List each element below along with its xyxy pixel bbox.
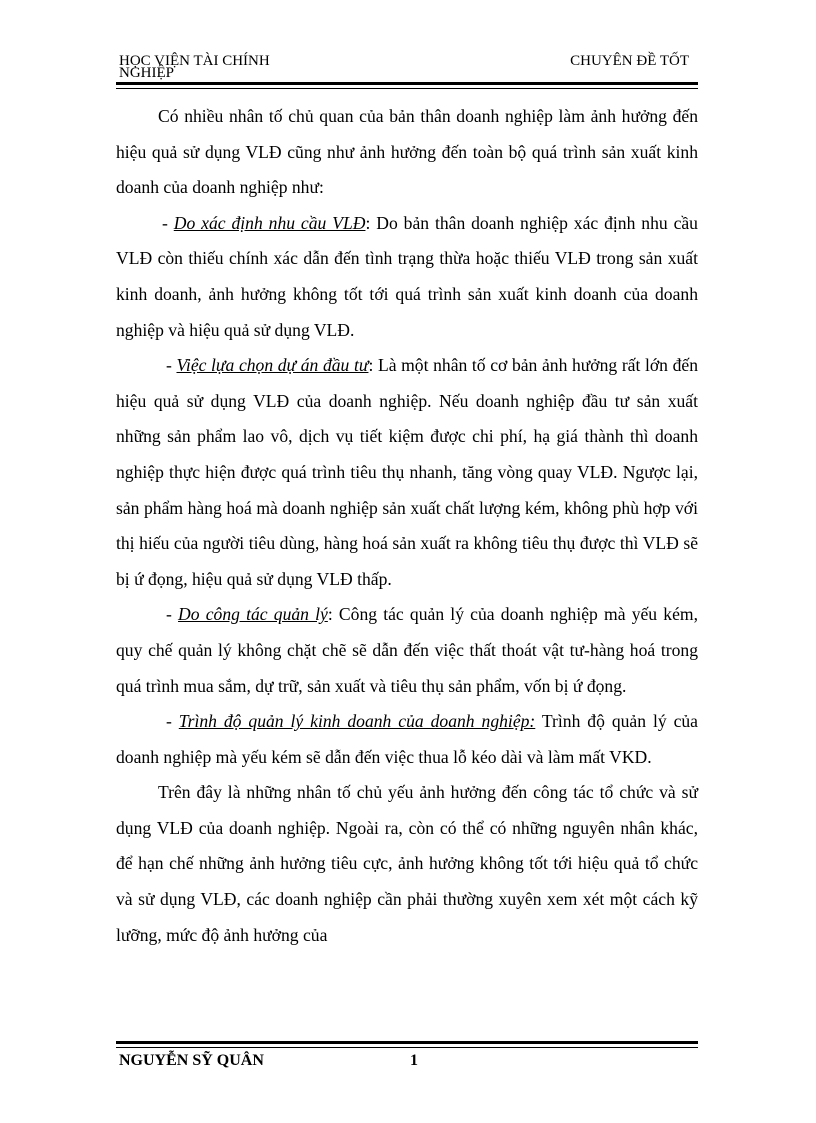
document-body bbox=[116, 99, 698, 953]
bullet-text: : Do bản thân doanh nghiệp xác định nhu cầu VLĐ còn thiếu chính xác dẫn đến tình trạng thừa hoặc thiếu VLĐ trong sản xuất kinh doanh, ảnh hưởng không tốt tới quá trình sản xuất kinh doanh của doanh nghiệp và hiệu quả sử dụng VLĐ. bbox=[116, 212, 698, 340]
bullet-dash: - bbox=[166, 355, 177, 376]
footer-rule bbox=[116, 1041, 698, 1048]
footer-author: NGUYỄN SỸ QUÂN bbox=[119, 1052, 264, 1069]
header-rule bbox=[116, 82, 698, 89]
bullet-demand bbox=[116, 206, 698, 348]
bullet-dash: - bbox=[166, 711, 179, 732]
bullet-text: : Công tác quản lý của doanh nghiệp mà yếu kém, quy chế quản lý không chặt chẽ sẽ dẫn đến việc thất thoát vật tư-hàng hoá trong quá trình mua sắm, dự trữ, sản xuất và tiêu thụ sản phẩm, vốn bị ứ đọng. bbox=[116, 604, 698, 696]
bullet-dash: - bbox=[166, 604, 179, 625]
bullet-term: Việc lựa chọn dự án đầu tư bbox=[176, 355, 369, 376]
bullet-investment bbox=[116, 348, 698, 597]
bullet-management bbox=[116, 597, 698, 704]
header-left bbox=[119, 52, 270, 81]
bullet-text: Trình độ quản lý của doanh nghiệp mà yếu kém sẽ dẫn đến việc thua lỗ kéo dài và làm mất VKD. bbox=[116, 711, 698, 767]
bullet-term: Do công tác quản lý bbox=[178, 604, 328, 625]
bullet-term: Trình độ quản lý kinh doanh của doanh nghiệp: bbox=[178, 711, 536, 732]
intro-paragraph: Có nhiều nhân tố chủ quan của bản thân doanh nghiệp làm ảnh hưởng đến hiệu quả sử dụng VLĐ cũng như ảnh hưởng đến toàn bộ quá trình sản xuất kinh doanh của doanh nghiệp như: bbox=[116, 106, 698, 198]
header-document-type: CHUYÊN ĐỀ TỐT bbox=[570, 53, 689, 69]
bullet-business-skill bbox=[116, 704, 698, 775]
bullet-dash: - bbox=[162, 212, 174, 233]
bullet-term: Do xác định nhu cầu VLĐ bbox=[173, 212, 366, 233]
header-institution: HỌC VIỆN TÀI CHÍNH bbox=[119, 53, 270, 69]
page-number: 1 bbox=[410, 1052, 418, 1069]
bullet-text: : Là một nhân tố cơ bản ảnh hưởng rất lớn đến hiệu quả sử dụng VLĐ của doanh nghiệp. Nếu doanh nghiệp đầu tư sản xuất những sản phẩm lao vô, dịch vụ tiết kiệm được chi phí, hạ giá thành thì doanh nghiệp thực hiện được quá trình tiêu thụ nhanh, tăng vòng quay VLĐ. Ngược lại, sản phẩm hàng hoá mà doanh nghiệp sản xuất chất lượng kém, không phù hợp với thị hiếu của người tiêu dùng, hàng hoá sản xuất ra không tiêu thụ được thì VLĐ sẽ bị ứ đọng, hiệu quả sử dụng VLĐ thấp. bbox=[116, 355, 698, 589]
header-institution-overflow: NGHIỆP bbox=[119, 65, 174, 81]
closing-paragraph: Trên đây là những nhân tố chủ yếu ảnh hưởng đến công tác tổ chức và sử dụng VLĐ của doanh nghiệp. Ngoài ra, còn có thể có những nguyên nhân khác, để hạn chế những ảnh hưởng tiêu cực, ảnh hưởng không tốt tới hiệu quả tổ chức và sử dụng VLĐ, các doanh nghiệp cần phải thường xuyên xem xét một cách kỹ lưỡng, mức độ ảnh hưởng của bbox=[116, 782, 698, 945]
